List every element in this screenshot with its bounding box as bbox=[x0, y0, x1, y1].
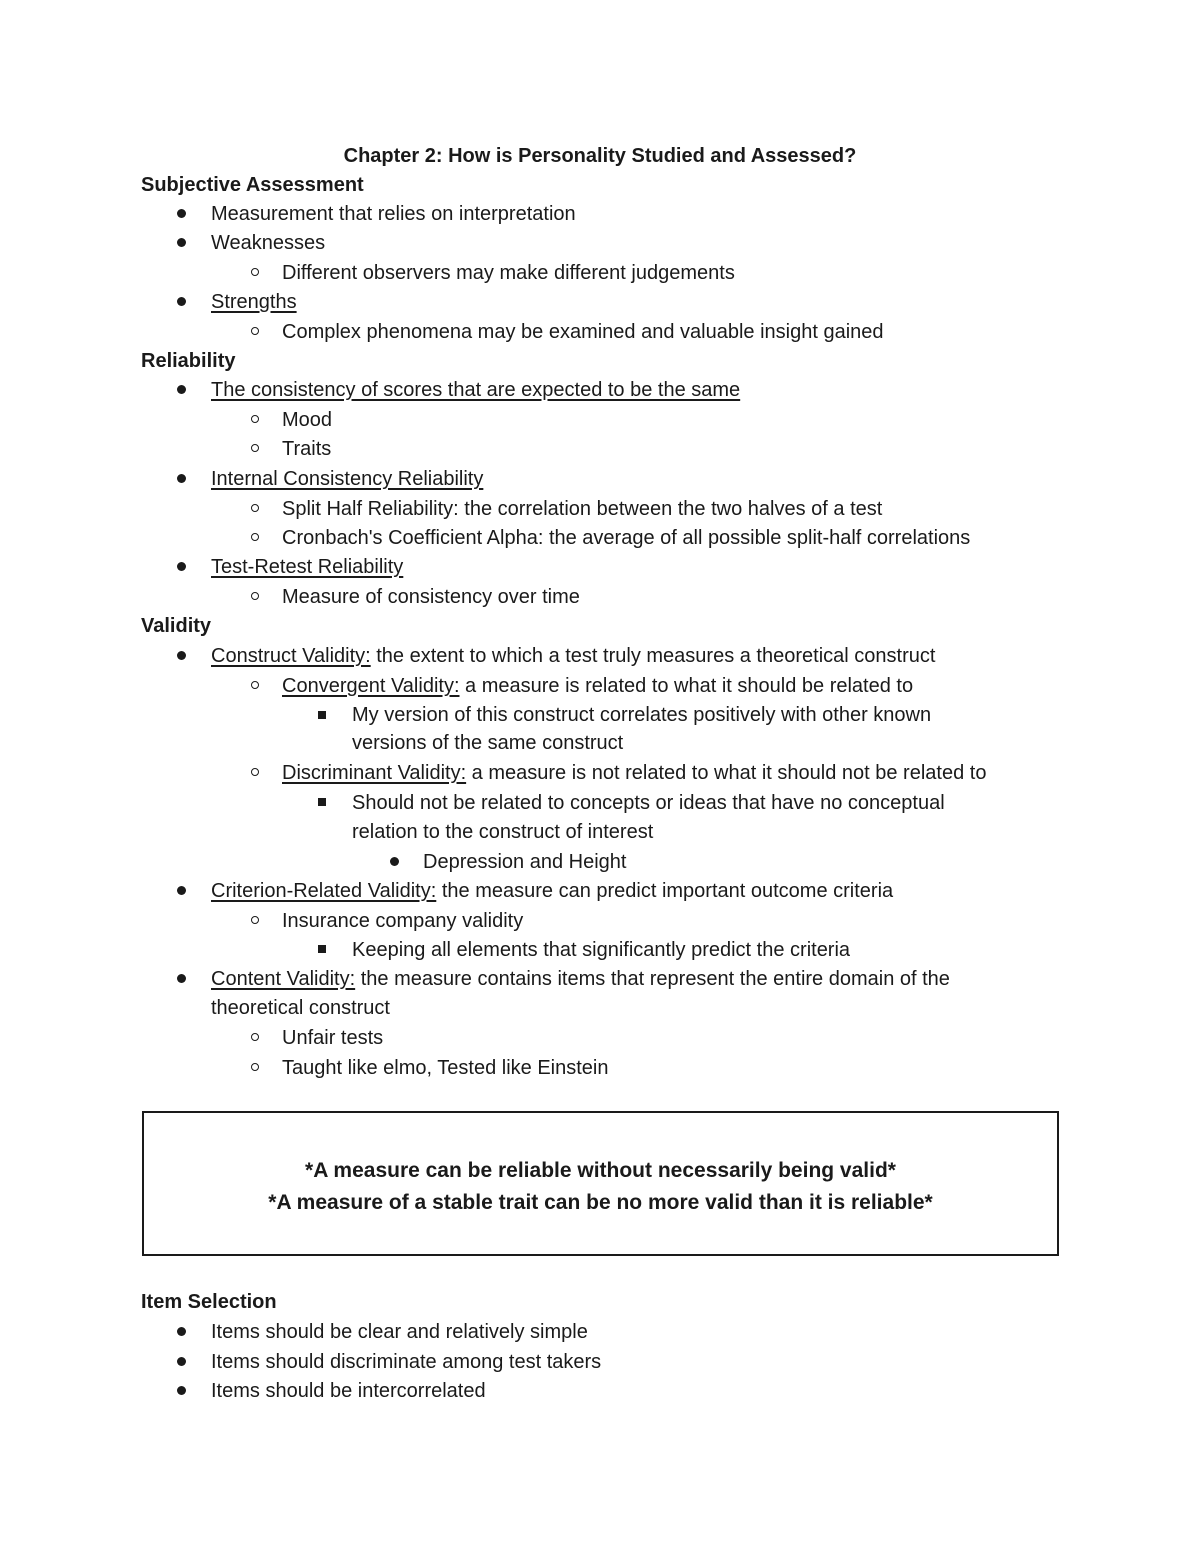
bullet-disc-icon bbox=[177, 297, 186, 306]
list-item: Strengths bbox=[211, 291, 297, 313]
callout-line-2: *A measure of a stable trait can be no more valid than it is reliable* bbox=[268, 1191, 933, 1214]
list-item-continuation: relation to the construct of interest bbox=[352, 821, 654, 843]
bullet-disc-icon bbox=[177, 1357, 186, 1366]
list-item: Different observers may make different judgements bbox=[282, 262, 735, 284]
list-item bbox=[211, 966, 950, 992]
list-item: Depression and Height bbox=[423, 851, 627, 873]
list-item: Cronbach's Coefficient Alpha: the average of all possible split-half correlations bbox=[282, 527, 971, 549]
definition-text: the measure can predict important outcome criteria bbox=[436, 880, 894, 902]
list-item bbox=[282, 673, 913, 699]
callout-box bbox=[142, 1111, 1059, 1256]
section-heading-item-selection: Item Selection bbox=[141, 1291, 277, 1313]
bullet-circle-icon bbox=[251, 916, 259, 924]
callout-line-1: *A measure can be reliable without necessarily being valid* bbox=[305, 1159, 896, 1182]
bullet-circle-icon bbox=[251, 504, 259, 512]
bullet-square-icon bbox=[318, 798, 326, 806]
list-item bbox=[282, 760, 986, 786]
bullet-disc-icon bbox=[177, 562, 186, 571]
bullet-disc-icon bbox=[390, 857, 399, 866]
definition-text: a measure is related to what it should be related to bbox=[459, 675, 914, 697]
bullet-disc-icon bbox=[177, 1327, 186, 1336]
list-item: Complex phenomena may be examined and valuable insight gained bbox=[282, 321, 884, 343]
list-item bbox=[211, 878, 893, 904]
list-item: Items should be clear and relatively simple bbox=[211, 1321, 588, 1343]
list-item bbox=[211, 643, 935, 669]
list-item: My version of this construct correlates positively with other known bbox=[352, 704, 932, 726]
list-item: Keeping all elements that significantly predict the criteria bbox=[352, 939, 851, 961]
page-title: Chapter 2: How is Personality Studied and Assessed? bbox=[343, 145, 857, 167]
section-heading-reliability: Reliability bbox=[141, 350, 236, 372]
list-item: Insurance company validity bbox=[282, 910, 524, 932]
list-item: Taught like elmo, Tested like Einstein bbox=[282, 1057, 609, 1079]
term-convergent-validity: Convergent Validity: bbox=[282, 675, 460, 697]
bullet-square-icon bbox=[318, 945, 326, 953]
bullet-circle-icon bbox=[251, 327, 259, 335]
list-item-continuation: versions of the same construct bbox=[352, 732, 624, 754]
list-item: Items should be intercorrelated bbox=[211, 1380, 486, 1402]
list-item: Split Half Reliability: the correlation between the two halves of a test bbox=[282, 498, 883, 520]
term-criterion-related-validity: Criterion-Related Validity: bbox=[211, 880, 437, 902]
bullet-circle-icon bbox=[251, 592, 259, 600]
list-item: Unfair tests bbox=[282, 1027, 384, 1049]
list-item: Weaknesses bbox=[211, 232, 326, 254]
definition-text: a measure is not related to what it should not be related to bbox=[466, 762, 987, 784]
term-content-validity: Content Validity: bbox=[211, 968, 356, 990]
list-item: Should not be related to concepts or ideas that have no conceptual bbox=[352, 792, 945, 814]
list-item: Measure of consistency over time bbox=[282, 586, 580, 608]
bullet-circle-icon bbox=[251, 1063, 259, 1071]
bullet-square-icon bbox=[318, 711, 326, 719]
bullet-disc-icon bbox=[177, 1386, 186, 1395]
list-item: Mood bbox=[282, 409, 333, 431]
bullet-circle-icon bbox=[251, 1033, 259, 1041]
section-heading-validity: Validity bbox=[141, 615, 212, 637]
bullet-circle-icon bbox=[251, 415, 259, 423]
bullet-disc-icon bbox=[177, 651, 186, 660]
list-item: The consistency of scores that are expected to be the same bbox=[211, 379, 741, 401]
bullet-circle-icon bbox=[251, 768, 259, 776]
term-construct-validity: Construct Validity: bbox=[211, 645, 371, 667]
bullet-circle-icon bbox=[251, 444, 259, 452]
list-item: Traits bbox=[282, 438, 332, 460]
list-item-continuation: theoretical construct bbox=[211, 997, 390, 1019]
section-heading-subjective: Subjective Assessment bbox=[141, 174, 364, 196]
list-item: Items should discriminate among test takers bbox=[211, 1351, 602, 1373]
bullet-circle-icon bbox=[251, 268, 259, 276]
bullet-disc-icon bbox=[177, 209, 186, 218]
bullet-disc-icon bbox=[177, 474, 186, 483]
term-discriminant-validity: Discriminant Validity: bbox=[282, 762, 467, 784]
bullet-disc-icon bbox=[177, 385, 186, 394]
list-item: Measurement that relies on interpretation bbox=[211, 203, 576, 225]
definition-text: the extent to which a test truly measures a theoretical construct bbox=[370, 645, 936, 667]
bullet-circle-icon bbox=[251, 533, 259, 541]
list-item: Test-Retest Reliability bbox=[211, 556, 404, 578]
bullet-disc-icon bbox=[177, 886, 186, 895]
bullet-disc-icon bbox=[177, 974, 186, 983]
bullet-circle-icon bbox=[251, 681, 259, 689]
list-item: Internal Consistency Reliability bbox=[211, 468, 484, 490]
bullet-disc-icon bbox=[177, 238, 186, 247]
definition-text: the measure contains items that represent the entire domain of the bbox=[355, 968, 950, 990]
